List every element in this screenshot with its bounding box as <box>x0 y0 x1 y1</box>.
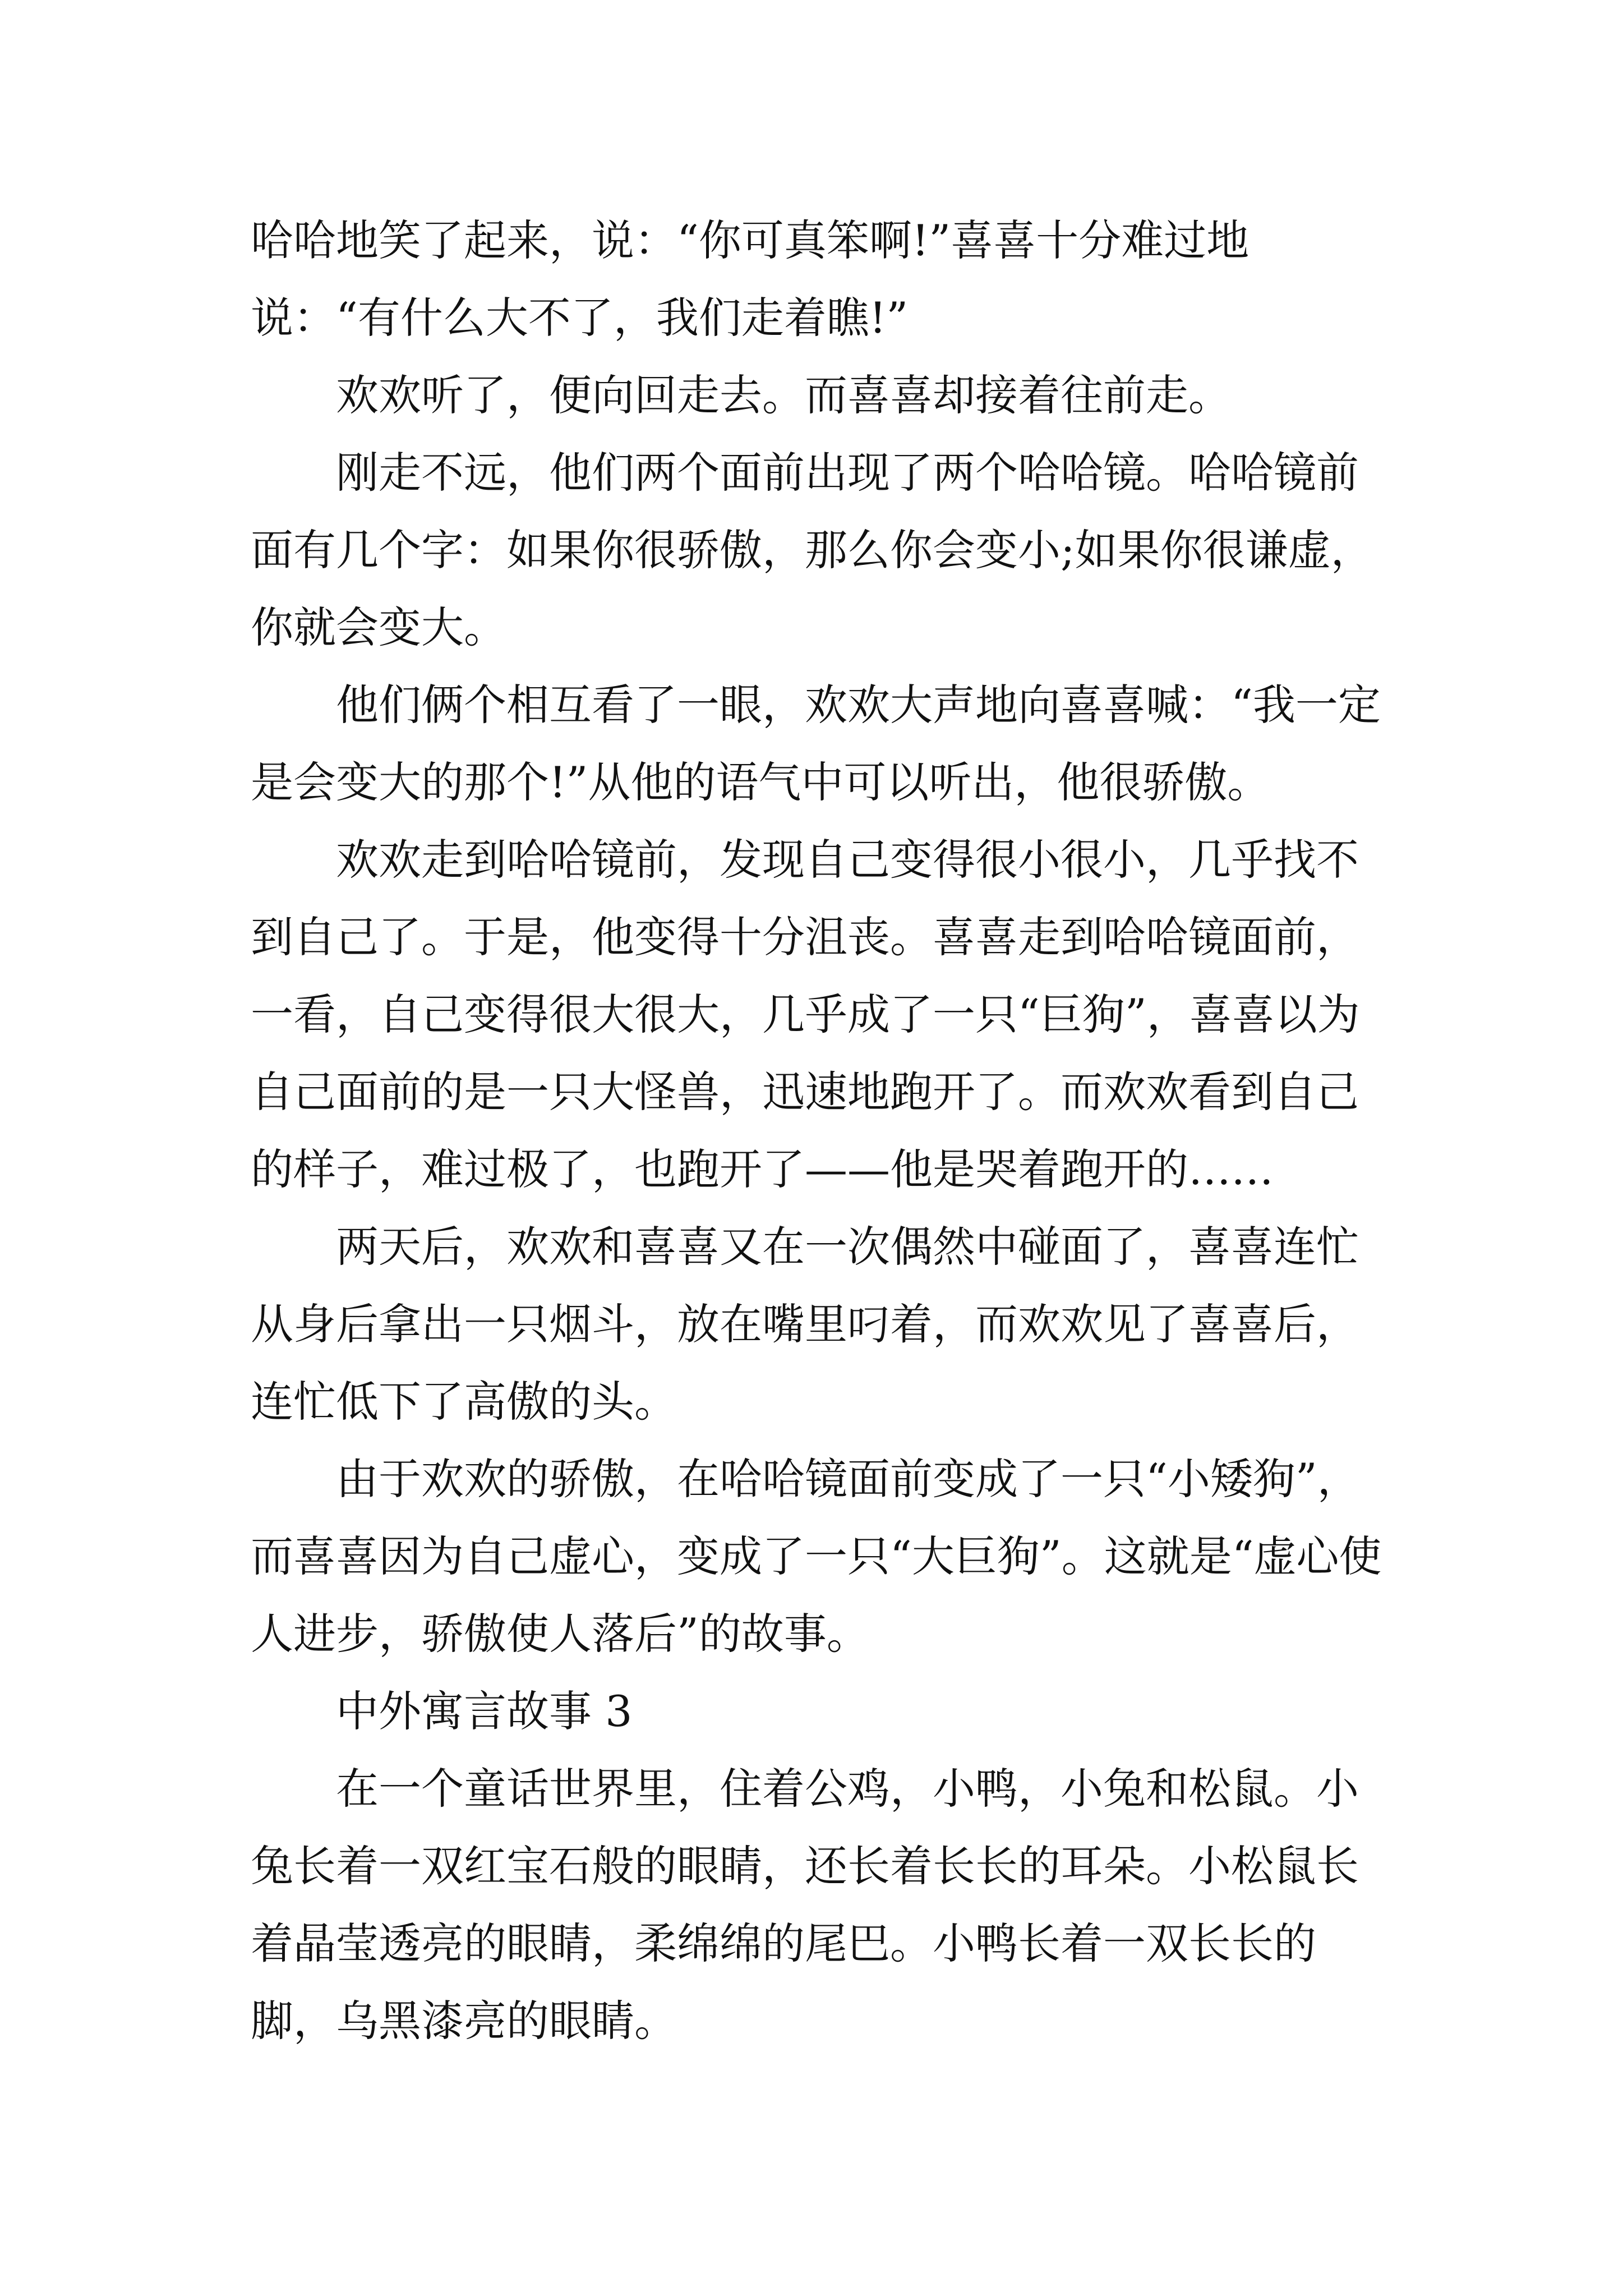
document-body <box>251 202 1392 2060</box>
paragraph-1: 哈哈地笑了起来，说：“你可真笨啊!”喜喜十分难过地说：“有什么大不了，我们走着瞧!” <box>251 215 1249 343</box>
paragraph-3: 刚走不远，他们两个面前出现了两个哈哈镜。哈哈镜前面有几个字：如果你很骄傲，那么你会变小;如果你很谦虚，你就会变大。 <box>251 448 1373 652</box>
paragraph-7: 由于欢欢的骄傲，在哈哈镜面前变成了一只“小矮狗”，而喜喜因为自己虚心，变成了一只“大巨狗”。这就是“虚心使人进步，骄傲使人落后”的故事。 <box>251 1454 1382 1659</box>
section-heading: 中外寓言故事 3 <box>336 1686 633 1736</box>
paragraph-2: 欢欢听了，便向回走去。而喜喜却接着往前走。 <box>336 370 1231 420</box>
paragraph-5: 欢欢走到哈哈镜前，发现自己变得很小很小，几乎找不到自己了。于是，他变得十分沮丧。喜喜走到哈哈镜面前，一看，自己变得很大很大，几乎成了一只“巨狗”，喜喜以为自己面前的是一只大怪兽，迅速地跑开了。而欢欢看到自己的样子，难过极了，也跑开了——他是哭着跑开的…… <box>251 835 1360 1194</box>
paragraph-6: 两天后，欢欢和喜喜又在一次偶然中碰面了，喜喜连忙从身后拿出一只烟斗，放在嘴里叼着，而欢欢见了喜喜后，连忙低下了高傲的头。 <box>251 1222 1359 1427</box>
paragraph-4: 他们俩个相互看了一眼，欢欢大声地向喜喜喊：“我一定是会变大的那个!”从他的语气中可以听出，他很骄傲。 <box>251 680 1381 807</box>
paragraph-8: 在一个童话世界里，住着公鸡，小鸭，小兔和松鼠。小兔长着一双红宝石般的眼睛，还长着长长的耳朵。小松鼠长着晶莹透亮的眼睛，柔绵绵的尾巴。小鸭长着一双长长的脚，乌黑漆亮的眼睛。 <box>251 1764 1359 2046</box>
